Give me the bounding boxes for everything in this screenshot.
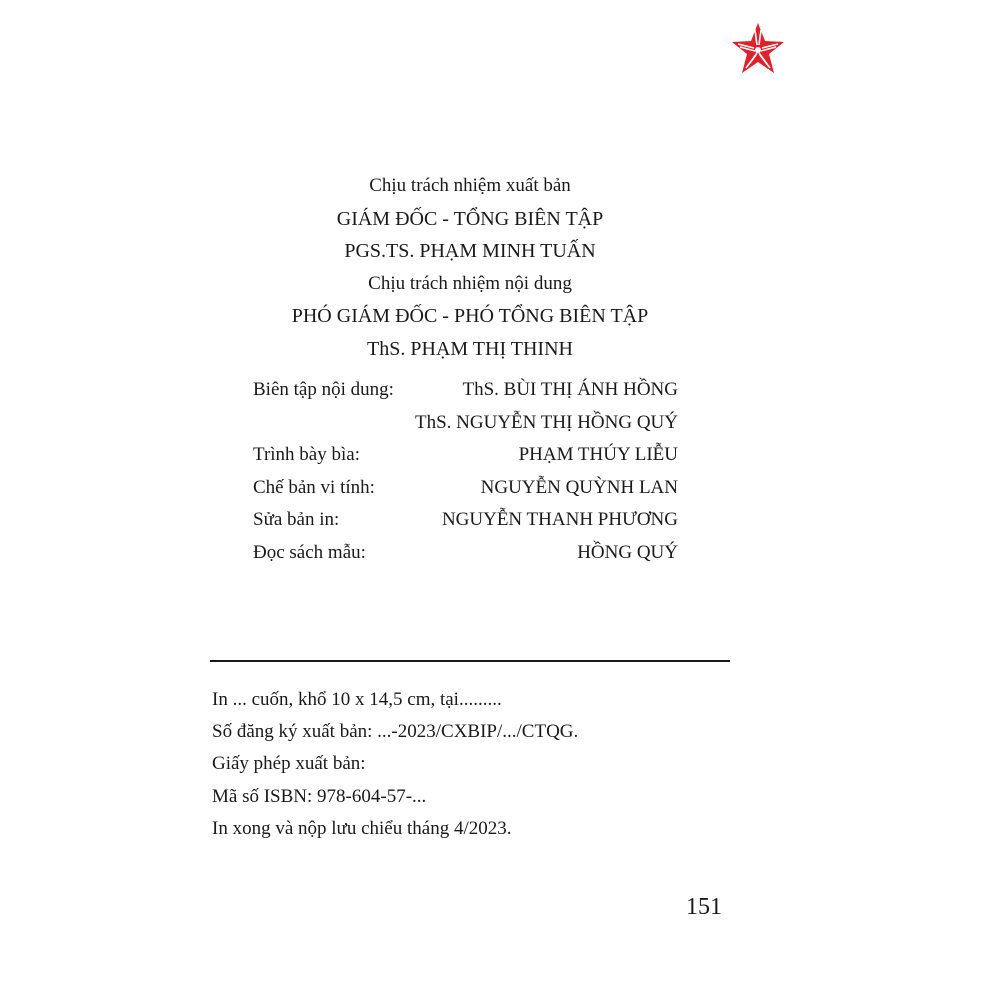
print-info-line: Mã số ISBN: 978-604-57-... — [212, 785, 427, 807]
credit-label: Biên tập nội dung: — [253, 379, 394, 400]
credit-row — [253, 539, 678, 572]
print-info-line: Giấy phép xuất bản: — [212, 753, 366, 775]
credit-row — [253, 409, 678, 442]
publisher-star-logo-icon — [728, 22, 788, 78]
print-info-line: Số đăng ký xuất bản: ...-2023/CXBIP/.../CTQG. — [212, 721, 579, 743]
responsible-content-label: Chịu trách nhiệm nội dung — [368, 272, 572, 294]
credit-row — [253, 474, 678, 507]
credit-label: Chế bản vi tính: — [253, 476, 375, 498]
credit-value: ThS. BÙI THỊ ÁNH HỒNG — [462, 379, 678, 400]
credits-list — [253, 376, 678, 571]
print-info-line: In ... cuốn, khổ 10 x 14,5 cm, tại......... — [212, 689, 502, 710]
credit-value: NGUYỄN THANH PHƯƠNG — [441, 509, 678, 530]
page-number: 151 — [686, 894, 722, 920]
deputy-name: ThS. PHẠM THỊ THINH — [367, 337, 573, 360]
credit-row — [253, 376, 678, 409]
credit-label: Trình bày bìa: — [253, 444, 360, 465]
credit-value: PHẠM THÚY LIỄU — [518, 444, 678, 465]
responsible-publishing-label: Chịu trách nhiệm xuất bản — [369, 175, 571, 196]
section-divider — [210, 660, 730, 662]
director-title: GIÁM ĐỐC - TỔNG BIÊN TẬP — [336, 207, 604, 230]
credit-label: Đọc sách mẫu: — [253, 541, 366, 563]
print-info-line: In xong và nộp lưu chiểu tháng 4/2023. — [212, 817, 512, 839]
credit-value: NGUYỄN QUỲNH LAN — [480, 476, 678, 498]
publisher-responsibility-block — [0, 172, 940, 367]
credit-value: ThS. NGUYỄN THỊ HỒNG QUÝ — [415, 411, 678, 433]
director-name: PGS.TS. PHẠM MINH TUẤN — [344, 240, 596, 262]
credit-row — [253, 506, 678, 539]
deputy-title: PHÓ GIÁM ĐỐC - PHÓ TỔNG BIÊN TẬP — [291, 305, 649, 327]
print-info-block — [212, 686, 578, 847]
credit-value: HỒNG QUÝ — [577, 541, 678, 563]
credit-label: Sửa bản in: — [253, 509, 340, 530]
credit-row — [253, 441, 678, 474]
